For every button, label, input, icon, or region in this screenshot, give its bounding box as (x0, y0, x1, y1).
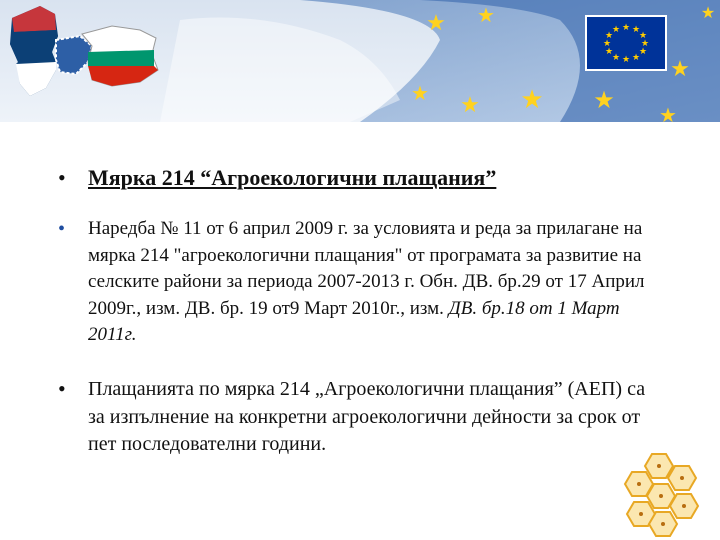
bullet-point-icon: • (58, 376, 66, 401)
honeycomb-icon (622, 450, 712, 540)
bullet-point-icon: • (58, 218, 66, 240)
svg-text:★: ★ (631, 53, 641, 63)
svg-text:★: ★ (604, 47, 614, 57)
svg-text:★: ★ (411, 81, 429, 105)
svg-text:★: ★ (621, 55, 631, 65)
svg-text:★: ★ (638, 47, 648, 57)
svg-text:★: ★ (593, 86, 615, 114)
svg-text:★: ★ (460, 93, 480, 118)
bullet-point-icon: • (58, 165, 66, 190)
svg-text:★: ★ (631, 25, 641, 35)
svg-text:★: ★ (604, 31, 614, 41)
list-item-payments (58, 376, 658, 459)
payments-text: Плащанията по мярка 214 „Агроекологични плащания” (АЕП) са за изпълнение на конкретни агроекологични дейности за срок от пет последователни години. (88, 378, 646, 455)
svg-text:★: ★ (426, 11, 446, 36)
svg-text:★: ★ (611, 53, 621, 63)
svg-text:★: ★ (621, 23, 631, 33)
header-banner (0, 0, 720, 122)
list-item-regulation (58, 216, 658, 349)
regulation-text: Наредба № 11 от 6 април 2009 г. за условията и реда за прилагане на мярка 214 "агроекологични плащания" от програмата за развитие на селските райони за периода 2007-2013 г. Обн. ДВ. бр.29 от 17 Април 2009г., изм. ДВ. бр. 19 от9 Март 2010г., изм. (88, 218, 645, 319)
regulation-amendment-text: ДВ. бр.18 от 1 Март 2011г. (88, 297, 620, 345)
header-graphic (0, 0, 720, 122)
eu-flag-icon (586, 16, 666, 70)
svg-text:★: ★ (520, 85, 544, 115)
svg-text:★: ★ (611, 25, 621, 35)
svg-text:★: ★ (640, 39, 650, 49)
svg-text:★: ★ (602, 39, 612, 49)
svg-text:★: ★ (659, 103, 677, 122)
slide-content (0, 122, 720, 540)
svg-text:★: ★ (670, 57, 690, 82)
svg-text:★: ★ (477, 3, 495, 27)
bulgaria-map-icon (82, 26, 158, 86)
svg-text:★: ★ (700, 3, 716, 22)
list-item-text (88, 216, 658, 349)
svg-text:★: ★ (638, 31, 648, 41)
slide-title: Мярка 214 “Агроекологични плащания” (88, 165, 497, 190)
